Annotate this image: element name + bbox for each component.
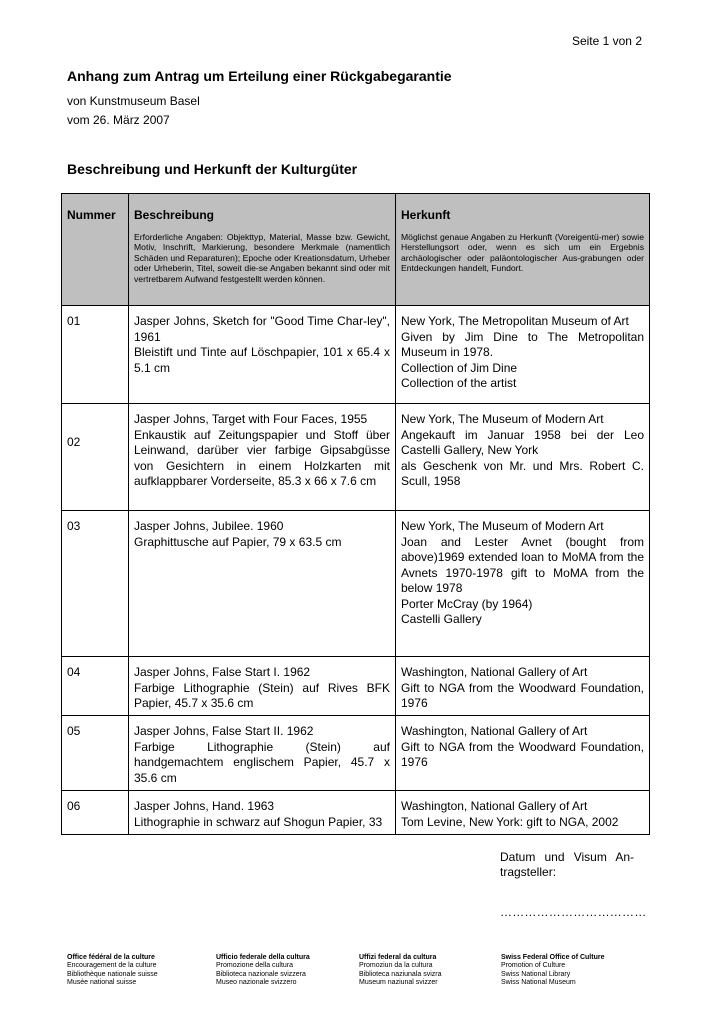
row-number: 03 [62, 511, 129, 657]
footer-column-fr [67, 954, 158, 988]
provenance-line: Tom Levine, New York: gift to NGA, 2002 [401, 814, 619, 829]
row-provenance [396, 404, 650, 511]
provenance-line: als Geschenk von Mr. und Mrs. Robert C. Scull, 1958 [401, 458, 644, 488]
description-line: Jasper Johns, Target with Four Faces, 1955 [134, 412, 368, 426]
row-description [129, 716, 396, 791]
provenance-line: Gift to NGA from the Woodward Foundation, 1976 [401, 739, 644, 769]
provenance-line: Washington, National Gallery of Art [401, 665, 588, 679]
row-provenance [396, 657, 650, 716]
footer-line: Swiss National Library [501, 970, 571, 978]
description-line: Enkaustik auf Zeitungspapier und Stoff über Leinwand, darüber vier farbige Gipsabgüsse von Gesichtern in einem Holzkarten mit aufklappbarer Vorderseite, 85.3 x 66 x 7.6 cm [134, 427, 390, 488]
provenance-line: Collection of the artist [401, 376, 517, 390]
date-line: vom 26. März 2007 [67, 113, 170, 127]
footer-line: Promotion of Culture [501, 962, 566, 970]
signature-label: Datum und Visum An-tragsteller: [500, 850, 634, 879]
table-row [62, 716, 650, 791]
provenance-line: Washington, National Gallery of Art [401, 799, 588, 813]
provenance-line: Gift to NGA from the Woodward Foundation, 1976 [401, 680, 644, 710]
provenance-line: Porter McCray (by 1964) [401, 596, 533, 611]
header-provenance [396, 194, 650, 306]
provenance-line: New York, The Metropolitan Museum of Art [401, 314, 629, 328]
applicant-line: von Kunstmuseum Basel [67, 94, 200, 108]
row-description [129, 791, 396, 835]
footer-line: Bibliothèque nationale suisse [67, 970, 158, 978]
header-number [62, 194, 129, 306]
table-row [62, 657, 650, 716]
row-provenance [396, 791, 650, 835]
row-number: 04 [62, 657, 129, 716]
footer-column-en [501, 954, 604, 988]
provenance-line: Washington, National Gallery of Art [401, 724, 588, 738]
row-description [129, 657, 396, 716]
table-row [62, 404, 650, 511]
header-description-label: Beschreibung [134, 208, 215, 222]
row-description [129, 306, 396, 404]
provenance-line: Collection of Jim Dine [401, 360, 518, 375]
header-provenance-hint: Möglichst genaue Angaben zu Herkunft (Voreigentü-mer) sowie Herstellungsort oder, wenn es sich um ein Ergebnis archäologischer oder paläontologischer Aus-grabungen oder Entdeckungen handelt, Fundort. [401, 231, 644, 274]
description-line: Bleistift und Tinte auf Löschpapier, 101 x 65.4 x 5.1 cm [134, 345, 390, 375]
row-number: 05 [62, 716, 129, 791]
footer-line: Biblioteca nazionale svizzera [216, 970, 306, 978]
cultural-goods-table [61, 193, 650, 835]
signature-line: ……………………………… [500, 905, 647, 919]
footer-line: Biblioteca naziunala svizra [359, 970, 442, 978]
description-line: Jasper Johns, Jubilee. 1960 [134, 519, 284, 533]
provenance-line: Given by Jim Dine to The Metropolitan Museum in 1978. [401, 329, 644, 359]
table-header-row [62, 194, 650, 306]
row-provenance [396, 306, 650, 404]
footer-heading: Office fédéral de la culture [67, 954, 155, 961]
table-row [62, 511, 650, 657]
row-provenance [396, 716, 650, 791]
row-provenance [396, 511, 650, 657]
row-number [62, 404, 129, 511]
document-title: Anhang zum Antrag um Erteilung einer Rückgabegarantie [67, 68, 452, 84]
footer-column-rm [359, 954, 442, 988]
footer-heading: Swiss Federal Office of Culture [501, 954, 605, 961]
footer-heading: Ufficio federale della cultura [216, 954, 310, 961]
footer-heading: Uffizi federal da cultura [359, 954, 437, 961]
footer-line: Promozione della cultura [216, 962, 294, 970]
description-line: Farbige Lithographie (Stein) auf handgemachtem englischem Papier, 45.7 x 35.6 cm [134, 739, 390, 785]
provenance-line: Joan and Lester Avnet (bought from above)1969 extended loan to MoMA from the Avnets 1970-1978 gift to MoMA from the below 1978 [401, 534, 644, 595]
footer-line: Museum naziunal svizzer [359, 979, 438, 987]
footer-line: Museo nazionale svizzero [216, 979, 297, 987]
provenance-line: New York, The Museum of Modern Art [401, 412, 604, 426]
section-title: Beschreibung und Herkunft der Kulturgüter [67, 161, 358, 177]
footer-line: Encouragement de la culture [67, 962, 157, 970]
description-line: Jasper Johns, Sketch for "Good Time Char-ley", 1961 [134, 314, 390, 344]
row-number: 06 [62, 791, 129, 835]
description-line: Lithographie in schwarz auf Shogun Papier, 33 [134, 814, 383, 829]
row-description [129, 404, 396, 511]
row-number: 01 [62, 306, 129, 404]
provenance-line: Castelli Gallery [401, 612, 482, 626]
provenance-line: Angekauft im Januar 1958 bei der Leo Castelli Gallery, New York [401, 427, 644, 457]
row-number-label: 02 [67, 435, 81, 449]
header-number-label: Nummer [67, 208, 116, 222]
table-row [62, 791, 650, 835]
header-description [129, 194, 396, 306]
description-line: Jasper Johns, Hand. 1963 [134, 799, 275, 813]
header-description-hint: Erforderliche Angaben: Objekttyp, Material, Masse bzw. Gewicht, Motiv, Inschrift, Markierung, besondere Merkmale (namentlich Schäden und Reparaturen); Epoche oder Kreationsdatum, Urheber oder Urheberin, Titel, soweit die-se Angaben bekannt sind oder mit vertretbarem Aufwand festgestellt werden können. [134, 231, 390, 284]
footer-line: Promoziun da la cultura [359, 962, 433, 970]
description-line: Jasper Johns, False Start I. 1962 [134, 665, 311, 679]
provenance-line: New York, The Museum of Modern Art [401, 519, 604, 533]
header-provenance-label: Herkunft [401, 208, 451, 222]
description-line: Graphittusche auf Papier, 79 x 63.5 cm [134, 534, 342, 549]
page-number: Seite 1 von 2 [571, 34, 642, 48]
footer-column-it [216, 954, 310, 988]
row-description [129, 511, 396, 657]
description-line: Jasper Johns, False Start II. 1962 [134, 724, 314, 738]
description-line: Farbige Lithographie (Stein) auf Rives BFK Papier, 45.7 x 35.6 cm [134, 680, 390, 710]
footer-line: Musée national suisse [67, 979, 137, 987]
table-row [62, 306, 650, 404]
footer-line: Swiss National Museum [501, 979, 576, 987]
